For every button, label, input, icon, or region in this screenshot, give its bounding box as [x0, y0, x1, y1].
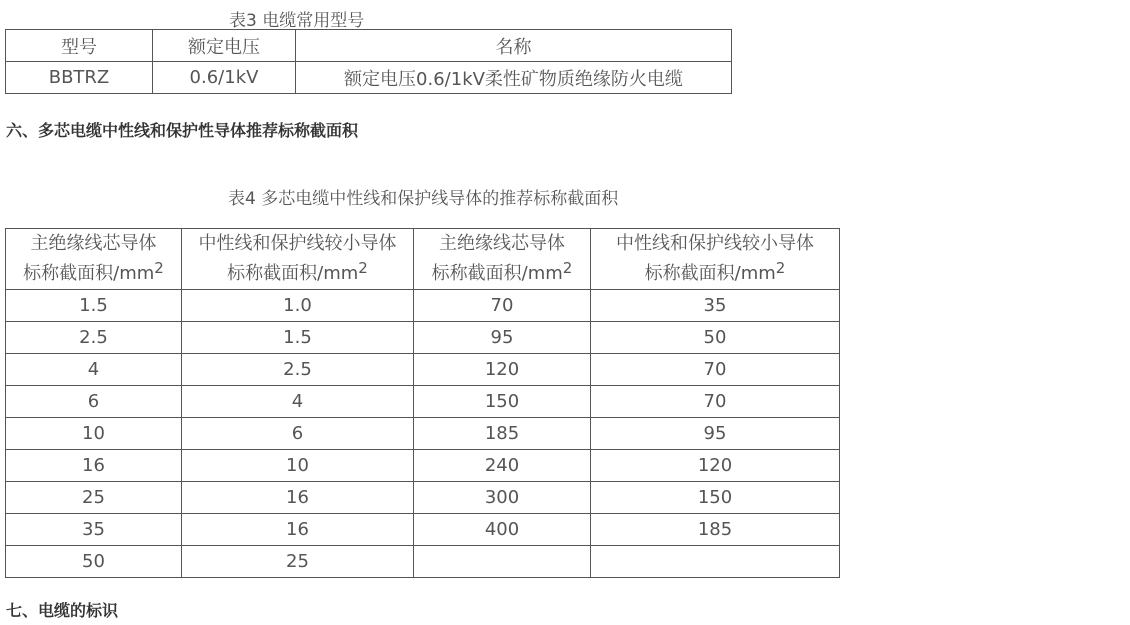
header-line1: 主绝缘线芯导体 — [439, 233, 565, 254]
header-cell-name: 名称 — [296, 30, 732, 62]
header-superscript: 2 — [154, 259, 164, 277]
table3-caption: 表3 电缆常用型号 — [229, 11, 365, 31]
table-row — [6, 62, 732, 94]
table-cell: 2.5 — [182, 354, 414, 386]
table-cell: 70 — [591, 386, 840, 418]
section-heading-7: 七、电缆的标识 — [6, 601, 119, 620]
table-cell: 6 — [182, 418, 414, 450]
table-cell: 70 — [414, 290, 591, 322]
header-superscript: 2 — [562, 259, 573, 277]
table-cell: 16 — [182, 482, 414, 514]
header-superscript: 2 — [775, 259, 786, 277]
cell-rated-voltage: 0.6/1kV — [153, 62, 296, 94]
table-cell: 16 — [182, 514, 414, 546]
header-cell — [414, 229, 591, 290]
table-row — [6, 482, 840, 514]
table-cell: 50 — [591, 322, 840, 354]
header-cell-rated-voltage: 额定电压 — [153, 30, 296, 62]
section-heading-6: 六、多芯电缆中性线和保护性导体推荐标称截面积 — [6, 121, 359, 140]
header-line1: 主绝缘线芯导体 — [30, 233, 157, 254]
header-line1: 中性线和保护线较小导体 — [198, 233, 397, 254]
table-cell: 35 — [6, 514, 182, 546]
table-cell: 1.5 — [6, 290, 182, 322]
header-line2: 标称截面积/mm — [431, 263, 563, 284]
cell-model: BBTRZ — [6, 62, 153, 94]
table-cell: 300 — [414, 482, 591, 514]
table-cell: 185 — [414, 418, 591, 450]
table-cell — [591, 546, 840, 578]
header-line2: 标称截面积/mm — [644, 263, 776, 284]
table-cell: 4 — [6, 354, 182, 386]
header-cell — [591, 229, 840, 290]
table-cell: 185 — [591, 514, 840, 546]
table-cell: 16 — [6, 450, 182, 482]
table-header-row — [6, 30, 732, 62]
cell-name: 额定电压0.6/1kV柔性矿物质绝缘防火电缆 — [296, 62, 732, 94]
header-line1: 中性线和保护线较小导体 — [616, 233, 814, 254]
table-cell: 150 — [414, 386, 591, 418]
table-cell: 4 — [182, 386, 414, 418]
cross-section-table — [5, 228, 840, 578]
table-cell — [414, 546, 591, 578]
table-row — [6, 354, 840, 386]
table-cell: 70 — [591, 354, 840, 386]
table-row — [6, 450, 840, 482]
table-body — [6, 290, 840, 578]
table-row — [6, 386, 840, 418]
header-cell — [6, 229, 182, 290]
table-cell: 35 — [591, 290, 840, 322]
table-cell: 10 — [6, 418, 182, 450]
table-cell: 6 — [6, 386, 182, 418]
table-header-row — [6, 229, 840, 290]
table-row — [6, 546, 840, 578]
header-cell — [182, 229, 414, 290]
table-cell: 1.0 — [182, 290, 414, 322]
table-cell: 50 — [6, 546, 182, 578]
table-cell: 240 — [414, 450, 591, 482]
table-cell: 400 — [414, 514, 591, 546]
table4-caption: 表4 多芯电缆中性线和保护线导体的推荐标称截面积 — [228, 189, 619, 209]
cable-models-table — [5, 29, 732, 94]
table-row — [6, 514, 840, 546]
table-cell: 120 — [591, 450, 840, 482]
table-cell: 10 — [182, 450, 414, 482]
table-row — [6, 290, 840, 322]
table-cell: 25 — [6, 482, 182, 514]
header-line2: 标称截面积/mm — [23, 263, 155, 284]
table-cell: 120 — [414, 354, 591, 386]
header-superscript: 2 — [358, 259, 368, 277]
table-cell: 150 — [591, 482, 840, 514]
table-cell: 2.5 — [6, 322, 182, 354]
table-cell: 25 — [182, 546, 414, 578]
header-line2: 标称截面积/mm — [227, 263, 359, 284]
table-cell: 95 — [591, 418, 840, 450]
header-cell-model: 型号 — [6, 30, 153, 62]
table-cell: 95 — [414, 322, 591, 354]
table-row — [6, 322, 840, 354]
table-cell: 1.5 — [182, 322, 414, 354]
table-row — [6, 418, 840, 450]
